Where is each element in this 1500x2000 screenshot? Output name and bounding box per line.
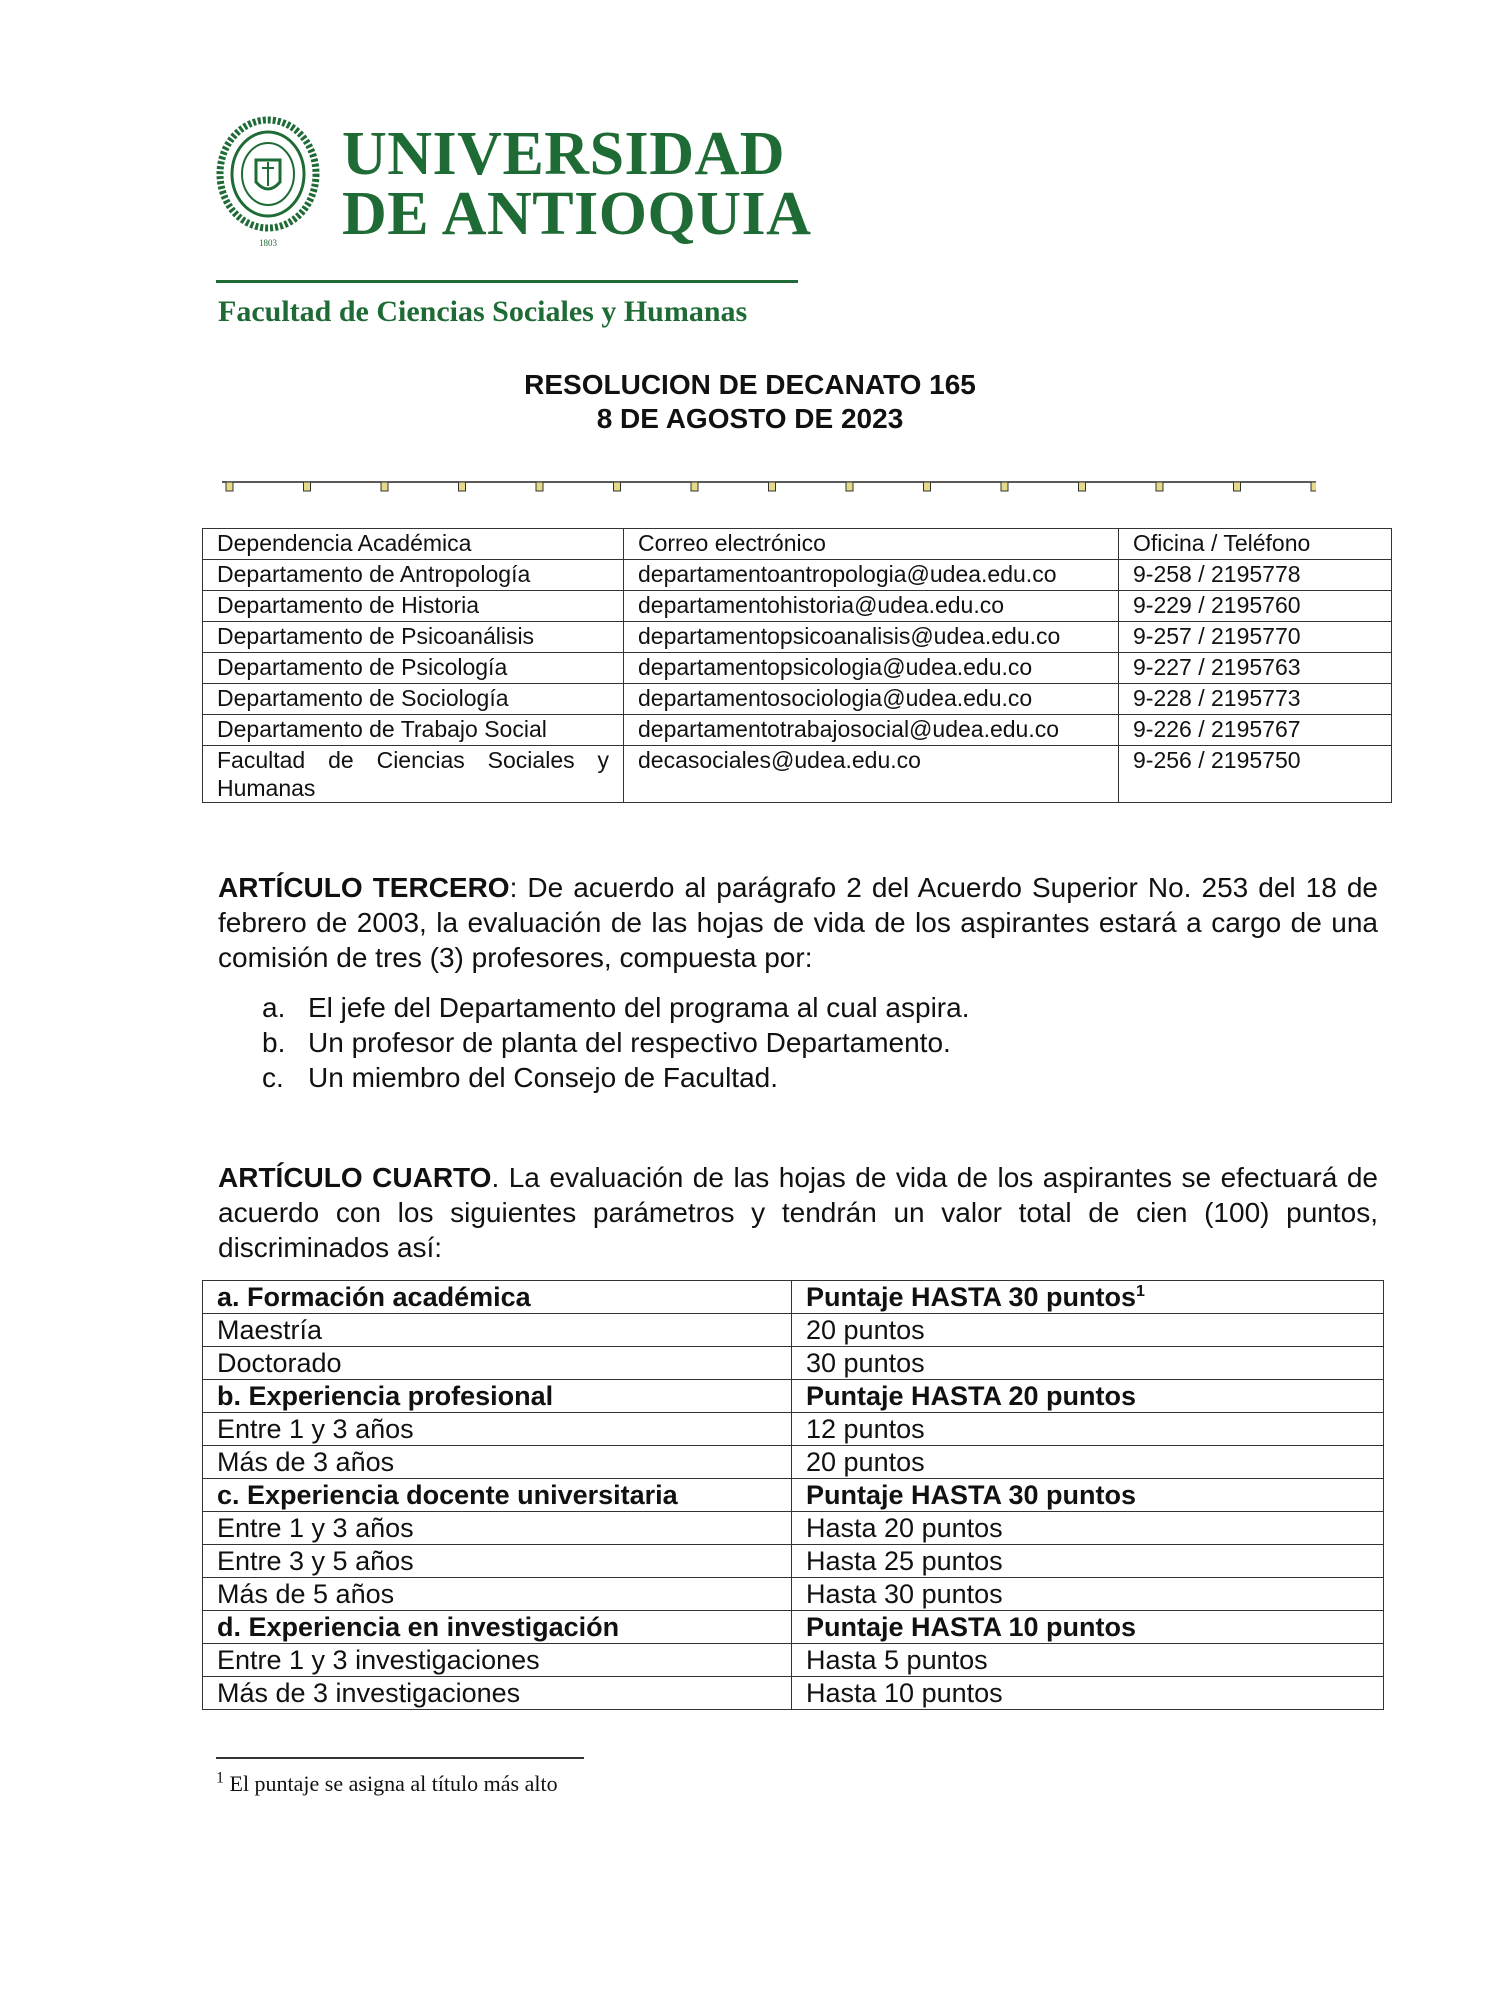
- article-tercero-heading: ARTÍCULO TERCERO: [218, 872, 510, 903]
- office-phone-cell: 9-257 / 2195770: [1119, 622, 1392, 653]
- points-cell: [792, 1446, 1384, 1479]
- contact-header-cell: Correo electrónico: [624, 529, 1119, 560]
- footnote: [216, 1771, 558, 1797]
- table-row: [203, 1413, 1384, 1446]
- tab-stop-marker: [1156, 482, 1163, 491]
- department-cell: Departamento de Psicoanálisis: [203, 622, 624, 653]
- criterion-cell: Entre 1 y 3 investigaciones: [203, 1644, 792, 1677]
- points-text: Puntaje HASTA 20 puntos: [806, 1381, 1137, 1411]
- table-row: [203, 653, 1392, 684]
- points-text: Hasta 5 puntos: [806, 1645, 988, 1675]
- score-section-row: [203, 1380, 1384, 1413]
- table-row: [203, 1512, 1384, 1545]
- faculty-name: Facultad de Ciencias Sociales y Humanas: [218, 295, 748, 328]
- university-seal-logo: [216, 116, 320, 250]
- list-item: [262, 990, 969, 1025]
- article-cuarto-heading: ARTÍCULO CUARTO: [218, 1162, 492, 1193]
- table-row: [203, 1578, 1384, 1611]
- table-row: [203, 1314, 1384, 1347]
- footnote-divider: [216, 1757, 584, 1759]
- university-name-line1: UNIVERSIDAD: [342, 120, 786, 188]
- points-cell: [792, 1380, 1384, 1413]
- points-cell: [792, 1479, 1384, 1512]
- points-text: Hasta 20 puntos: [806, 1513, 1003, 1543]
- office-phone-cell: 9-258 / 2195778: [1119, 560, 1392, 591]
- footnote-ref: 1: [1136, 1283, 1145, 1300]
- criterion-cell: d. Experiencia en investigación: [203, 1611, 792, 1644]
- contact-header-cell: Dependencia Académica: [203, 529, 624, 560]
- email-cell: departamentopsicoanalisis@udea.edu.co: [624, 622, 1119, 653]
- tab-stop-marker: [1311, 482, 1316, 491]
- points-text: Puntaje HASTA 10 puntos: [806, 1612, 1137, 1642]
- points-text: 20 puntos: [806, 1315, 925, 1345]
- tab-stop-marker: [1079, 482, 1086, 491]
- table-row: [203, 1347, 1384, 1380]
- tab-stop-marker: [536, 482, 543, 491]
- points-text: Puntaje HASTA 30 puntos: [806, 1282, 1137, 1312]
- table-row: [203, 715, 1392, 746]
- score-section-row: [203, 1611, 1384, 1644]
- criterion-cell: Más de 5 años: [203, 1578, 792, 1611]
- footnote-text: El puntaje se asigna al título más alto: [224, 1771, 558, 1796]
- email-cell: departamentosociologia@udea.edu.co: [624, 684, 1119, 715]
- list-marker: c.: [262, 1062, 284, 1093]
- email-cell: departamentopsicologia@udea.edu.co: [624, 653, 1119, 684]
- points-cell: [792, 1347, 1384, 1380]
- committee-list: [262, 990, 969, 1095]
- tab-stop-marker: [381, 482, 388, 491]
- table-row: [203, 684, 1392, 715]
- points-cell: [792, 1281, 1384, 1314]
- contact-table-header: [203, 529, 1392, 560]
- seal-year: 1803: [259, 238, 277, 248]
- university-name: [342, 120, 812, 248]
- criterion-cell: Entre 1 y 3 años: [203, 1413, 792, 1446]
- points-cell: [792, 1644, 1384, 1677]
- office-phone-cell: 9-228 / 2195773: [1119, 684, 1392, 715]
- tab-stop-marker: [226, 482, 233, 491]
- table-row: [203, 1677, 1384, 1710]
- points-cell: [792, 1545, 1384, 1578]
- office-phone-cell: 9-226 / 2195767: [1119, 715, 1392, 746]
- tab-stop-marker: [769, 482, 776, 491]
- table-row: [203, 560, 1392, 591]
- points-text: 12 puntos: [806, 1414, 925, 1444]
- points-text: 30 puntos: [806, 1348, 925, 1378]
- points-cell: [792, 1512, 1384, 1545]
- department-cell: Departamento de Sociología: [203, 684, 624, 715]
- points-cell: [792, 1314, 1384, 1347]
- tab-stop-marker: [846, 482, 853, 491]
- department-cell: Departamento de Trabajo Social: [203, 715, 624, 746]
- decorative-divider: [222, 474, 1316, 494]
- resolution-date: 8 DE AGOSTO DE 2023: [596, 403, 904, 434]
- criterion-cell: b. Experiencia profesional: [203, 1380, 792, 1413]
- criterion-cell: a. Formación académica: [203, 1281, 792, 1314]
- list-marker: b.: [262, 1027, 286, 1058]
- department-cell: Departamento de Psicología: [203, 653, 624, 684]
- university-name-line2: DE ANTIOQUIA: [342, 180, 812, 248]
- points-cell: [792, 1413, 1384, 1446]
- department-cell: Departamento de Antropología: [203, 560, 624, 591]
- email-cell: departamentotrabajosocial@udea.edu.co: [624, 715, 1119, 746]
- criterion-cell: Más de 3 años: [203, 1446, 792, 1479]
- points-text: Hasta 30 puntos: [806, 1579, 1003, 1609]
- tab-stop-marker: [691, 482, 698, 491]
- points-cell: [792, 1611, 1384, 1644]
- article-cuarto: [218, 1160, 1378, 1265]
- table-row: [203, 1545, 1384, 1578]
- list-item-text: Un miembro del Consejo de Facultad.: [308, 1062, 779, 1093]
- tab-stop-marker: [924, 482, 931, 491]
- criterion-cell: Más de 3 investigaciones: [203, 1677, 792, 1710]
- article-tercero-text: : De acuerdo al parágrafo 2 del Acuerdo Superior No. 253 del 18 de febrero de 2003, la evaluación de las hojas de vida de los aspirantes estará a cargo de una comisión de tres (3) profesores, compuesta por:: [218, 872, 1378, 973]
- criterion-cell: Maestría: [203, 1314, 792, 1347]
- points-text: Hasta 25 puntos: [806, 1546, 1003, 1576]
- table-row: [203, 622, 1392, 653]
- criterion-cell: Entre 3 y 5 años: [203, 1545, 792, 1578]
- resolution-number: RESOLUCION DE DECANATO 165: [524, 369, 976, 400]
- list-item: [262, 1025, 969, 1060]
- tab-stop-marker: [1001, 482, 1008, 491]
- score-section-row: [203, 1281, 1384, 1314]
- list-item: [262, 1060, 969, 1095]
- contact-table: [202, 528, 1392, 803]
- criterion-cell: c. Experiencia docente universitaria: [203, 1479, 792, 1512]
- list-marker: a.: [262, 992, 286, 1023]
- points-text: Hasta 10 puntos: [806, 1678, 1003, 1708]
- department-cell: Facultad de Ciencias Sociales y Humanas: [203, 746, 624, 803]
- criterion-cell: Doctorado: [203, 1347, 792, 1380]
- tab-stop-marker: [304, 482, 311, 491]
- criterion-cell: Entre 1 y 3 años: [203, 1512, 792, 1545]
- email-cell: departamentoantropologia@udea.edu.co: [624, 560, 1119, 591]
- points-text: Puntaje HASTA 30 puntos: [806, 1480, 1137, 1510]
- table-row: [203, 591, 1392, 622]
- tab-stop-marker: [459, 482, 466, 491]
- email-cell: departamentohistoria@udea.edu.co: [624, 591, 1119, 622]
- table-row: [203, 746, 1392, 803]
- contact-header-cell: Oficina / Teléfono: [1119, 529, 1392, 560]
- points-cell: [792, 1578, 1384, 1611]
- document-title: [0, 368, 1500, 436]
- office-phone-cell: 9-256 / 2195750: [1119, 746, 1392, 803]
- list-item-text: El jefe del Departamento del programa al cual aspira.: [308, 992, 970, 1023]
- office-phone-cell: 9-229 / 2195760: [1119, 591, 1392, 622]
- list-item-text: Un profesor de planta del respectivo Departamento.: [308, 1027, 951, 1058]
- office-phone-cell: 9-227 / 2195763: [1119, 653, 1392, 684]
- footnote-marker: 1: [216, 1769, 224, 1787]
- article-cuarto-text: . La evaluación de las hojas de vida de los aspirantes se efectuará de acuerdo con los siguientes parámetros y tendrán un valor total de cien (100) puntos, discriminados así:: [218, 1162, 1378, 1263]
- tab-stop-marker: [1234, 482, 1241, 491]
- email-cell: decasociales@udea.edu.co: [624, 746, 1119, 803]
- table-row: [203, 1446, 1384, 1479]
- table-row: [203, 1644, 1384, 1677]
- tab-stop-marker: [614, 482, 621, 491]
- score-table: [202, 1280, 1384, 1710]
- points-text: 20 puntos: [806, 1447, 925, 1477]
- article-tercero: [218, 870, 1378, 975]
- department-cell: Departamento de Historia: [203, 591, 624, 622]
- points-cell: [792, 1677, 1384, 1710]
- logo-divider: [216, 280, 798, 283]
- score-section-row: [203, 1479, 1384, 1512]
